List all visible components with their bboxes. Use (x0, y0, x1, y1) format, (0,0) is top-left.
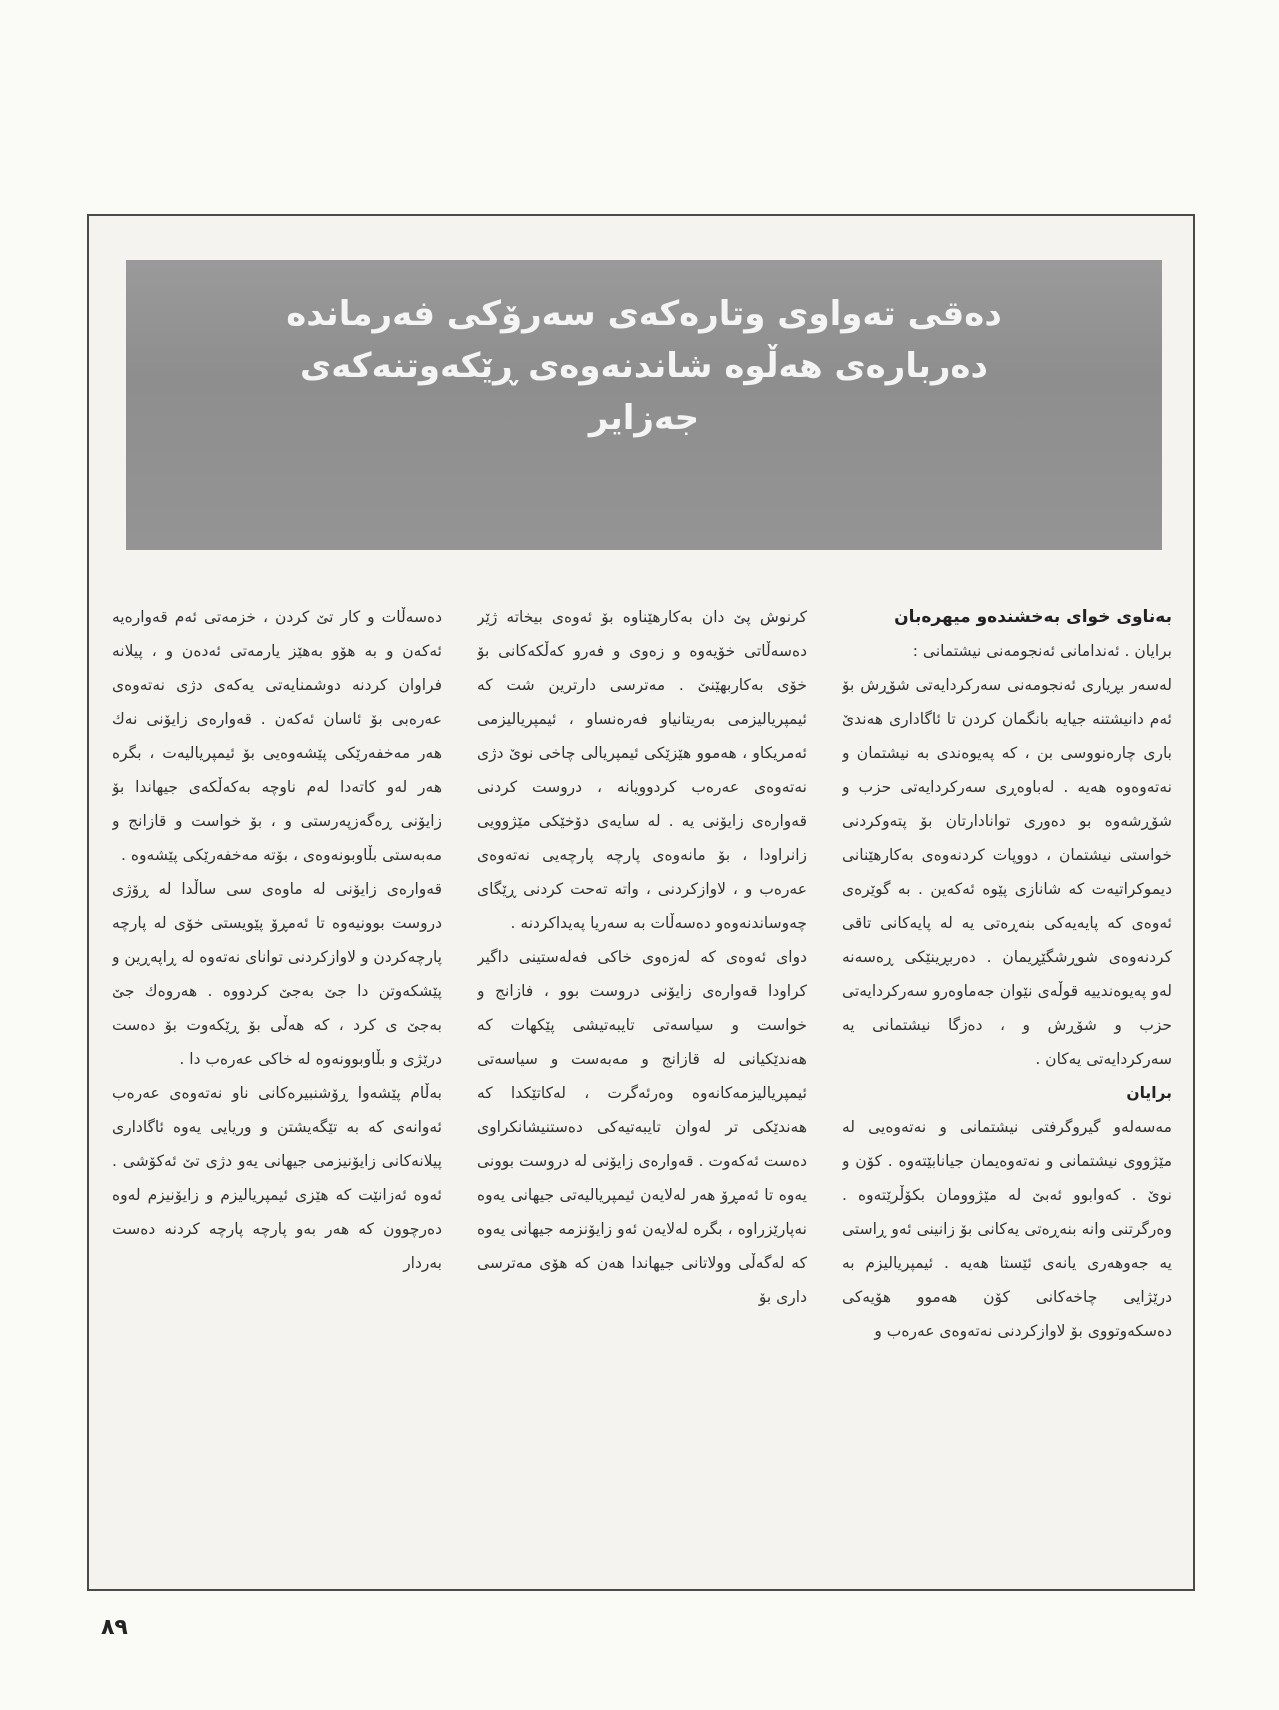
title-banner (126, 260, 1162, 550)
article-heading: بەناوی خوای بەخشندەو میهرەبان (894, 607, 1172, 627)
paragraph: دەسەڵات و کار تێ کردن ، خزمەتی ئەم قەوارەیە ئەکەن و بە هۆو بەهێز یارمەتی ئەدەن و ، پیلانە فراوان کردنە دوشمنایەتی یەکەی دژی نەتەوەی عەرەبی بۆ ئاسان ئەکەن . قەوارەی زایۆنی نەك هەر مەخفەرێکی پێشەوەیی بۆ ئیمپریالیەت ، بگرە هەر لەو کاتەدا لەم ناوچە بەکەڵکەی جیهاندا بۆ زایۆنی ڕەگەزپەرستی و ، بۆ خواست و قازانج و مەبەستی بڵاوبونەوەی ، بۆتە مەخفەرێکی پێشەوە . (112, 608, 442, 864)
column-middle (477, 600, 807, 1570)
paragraph: بەڵام پێشەوا ڕۆشنبیرەکانی ناو نەتەوەی عەرەب ئەوانەی کە بە تێگەیشتن و وریایی یەوە ئاگاداری پیلانەکانی زایۆنیزمی جیهانی یەو دژی تێ ئەکۆشی . ئەوە ئەزانێت کە هێزی ئیمپریالیزم و زایۆنیزم لەوە دەرچوون کە هەر بەو پارچە پارچە کردنە دەست بەردار (112, 1084, 442, 1272)
article-columns (112, 600, 1172, 1570)
paragraph: کرنوش پێ دان بەکارهێناوە بۆ ئەوەی بیخاتە ژێر دەسەڵاتی خۆیەوە و زەوی و فەرو کەڵکەکانی بۆ خۆی بەکاربهێنێ . مەترسی دارترین شت کە ئیمپریالیزمی بەریتانیاو فەرەنساو ، ئیمپریالیزمی ئەمریکاو ، هەموو هێزێکی ئیمپریالی چاخی نوێ دژی نەتەوەی عەرەب کردوویانە ، دروست کردنی قەوارەی زایۆنی یە . لە سایەی دۆخێکی مێژوویی زانراودا ، بۆ مانەوەی پارچە پارچەیی نەتەوەی عەرەب و ، لاوازکردنی ، واتە تەحت کردنی ڕێگای چەوساندنەوەو دەسەڵات بە سەریا پەیداکردنە . (477, 608, 807, 932)
paragraph: برایان . ئەندامانی ئەنجومەنی نیشتمانی : (912, 642, 1172, 660)
paragraph: دوای ئەوەی کە لەزەوی خاکی فەلەستینی داگیر کراودا قەوارەی زایۆنی دروست بوو ، فازانج و خواست و سیاسەتی تایبەتیشی پێکهات کە هەندێکیانی لە قازانج و مەبەست و سیاسەتی ئیمپریالیزمەکانەوە وەرئەگرت ، لەکاتێکدا کە هەندێکی تر لەوان تایبەتیەکی دەستنیشانکراوی دەست ئەکەوت . قەوارەی زایۆنی لە دروست بوونی یەوە تا ئەمڕۆ هەر لەلایەن ئیمپریالیەتی جیهانی یەوە نەپارێزراوە ، بگرە لەلایەن ئەو زایۆنزمە جیهانی یەوە کە لەگەڵی وولاتانی جیهاندا هەن کە هۆی مەترسی داری بۆ (477, 948, 807, 1306)
paragraph: قەوارەی زایۆنی لە ماوەی سی ساڵدا لە ڕۆژی دروست بوونیەوە تا ئەمڕۆ پێویستی خۆی لە پارچە پارچەکردن و لاوازکردنی توانای نەتەوە لە ڕاپەڕین و پێشکەوتن دا جێ بەجێ کردووە . هەروەك جێ بەجێ ی کرد ، کە هەڵی بۆ ڕێکەوت بۆ دەست درێژی و بڵاوبوونەوە لە خاکی عەرەب دا . (112, 880, 442, 1068)
paragraph: مەسەلەو گیروگرفتی نیشتمانی و نەتەوەیی لە مێژووی نیشتمانی و نەتەوەیمان جیانابێتەوە . کۆن و نوێ . کەوابوو ئەبێ لە مێژوومان بکۆڵرێتەوە . وەرگرتنی وانە بنەڕەتی یەکانی بۆ زانینی ئەو ڕاستی یە جەوهەری یانەی ئێستا هەیە . ئیمپریالیزم بە درێژایی چاخەکانی کۆن هەموو هۆیەکی دەسکەوتووی بۆ لاوازکردنی نەتەوەی عەرەب و (842, 1118, 1172, 1340)
column-left (112, 600, 442, 1570)
title-line-1: دەقی تەواوی وتارەکەی سەرۆکی فەرماندە (286, 294, 1002, 334)
paragraph: لەسەر بڕیاری ئەنجومەنی سەرکردایەتی شۆڕش بۆ ئەم دانیشتنە جیایە بانگمان کردن تا ئاگاداری هەندێ باری چارەنووسی بن ، کە پەیوەندی بە نیشتمان و نەتەوەوە هەیە . لەباوەڕی سەرکردایەتی حزب و شۆڕشەوە بو دەوری توانادارتان بۆ پتەوکردنی خواستی نیشتمان ، دووپات کردنەوەی بەکارهێنانی دیموکراتیەت کە شانازی پێوە ئەکەین . بە گوێرەی ئەوەی کە پایەیەکی بنەڕەتی یە لە پایەکانی تاقی کردنەوەی شوڕشگێڕیمان . دەربڕینێکی ڕەسەنە لەو پەیوەندییە قوڵەی نێوان جەماوەرو سەرکردایەتی حزب و شۆڕش و ، دەزگا نیشتمانی یە سەرکردایەتی یەکان . (842, 676, 1172, 1068)
subheading: برایان (1126, 1084, 1172, 1102)
column-right (842, 600, 1172, 1570)
page-number: ٨٩ (101, 1615, 128, 1640)
title-line-2: دەربارەی هەڵوە شاندنەوەی ڕێکەوتنەکەی (300, 346, 988, 386)
title-line-3: جەزایر (588, 398, 700, 438)
